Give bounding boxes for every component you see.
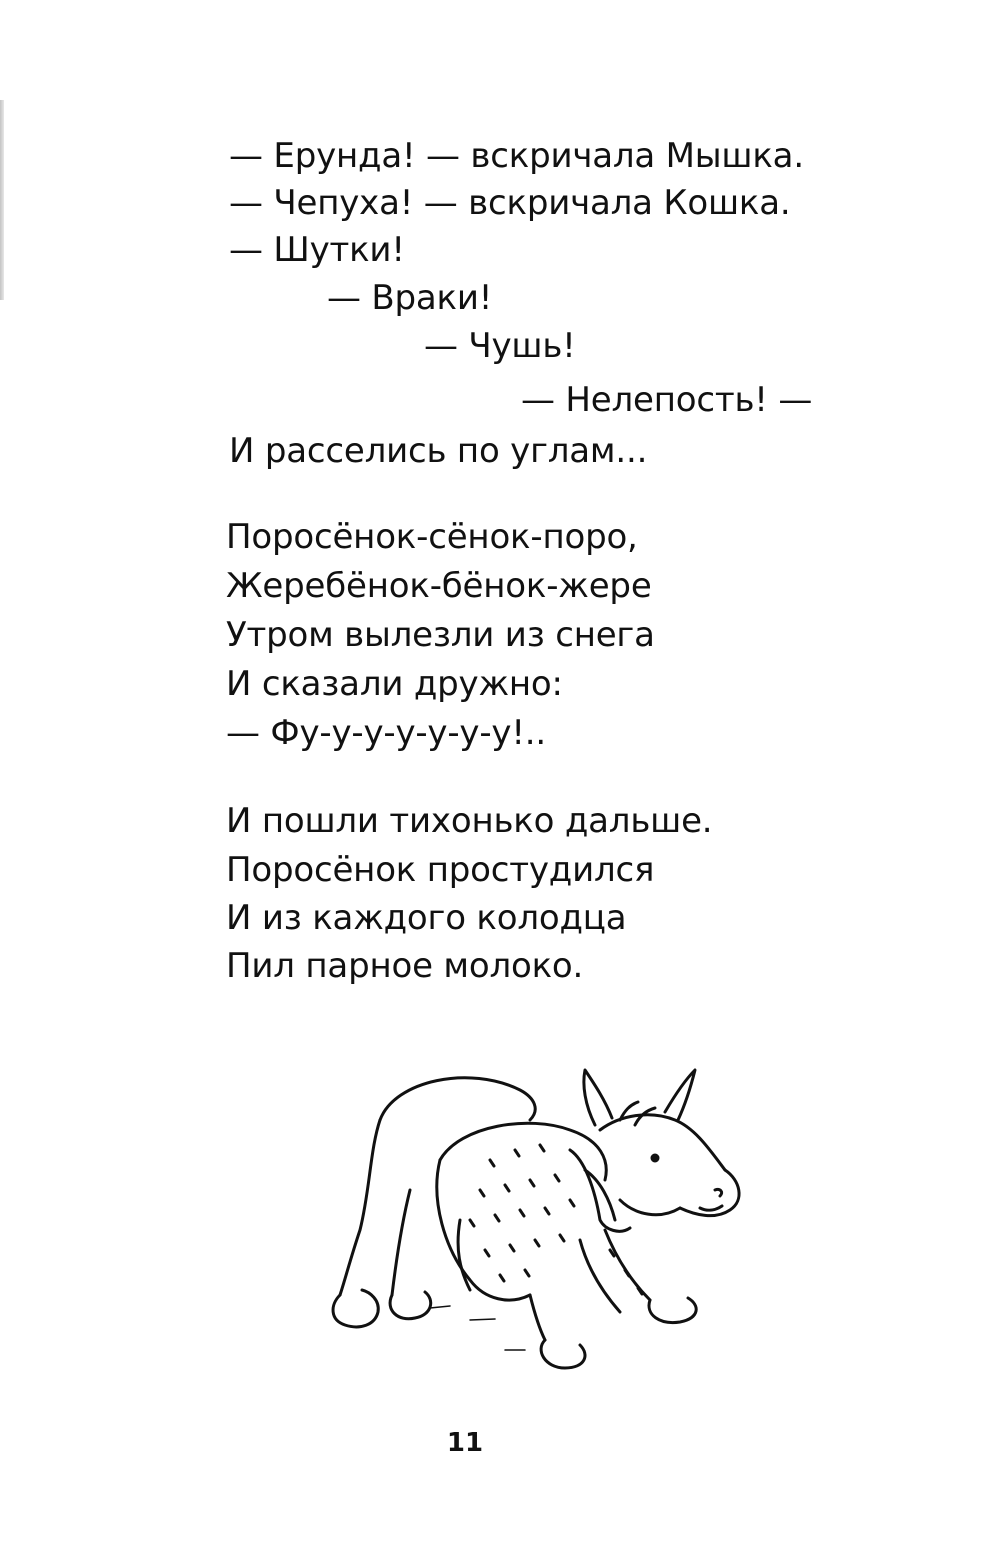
poem-line: Поросёнок простудился: [226, 850, 655, 890]
poem-line: И пошли тихонько дальше.: [226, 801, 713, 841]
poem-line: Поросёнок-сёнок-поро,: [226, 517, 638, 557]
page-number: 11: [446, 1428, 484, 1458]
colt-icon: [333, 1070, 739, 1368]
poem-line: Жеребёнок-бёнок-жере: [226, 566, 652, 606]
poem-line: Пил парное молоко.: [226, 946, 584, 986]
poem-line: — Чепуха! — вскричала Кошка.: [229, 183, 791, 223]
poem-line: — Враки!: [327, 278, 493, 318]
colt-illustration: [320, 1050, 760, 1390]
poem-line: И из каждого колодца: [226, 898, 627, 938]
poem-line: — Нелепость! —: [521, 380, 813, 420]
poem-line: И сказали дружно:: [226, 664, 563, 704]
poem-line: — Фу-у-у-у-у-у-у!..: [226, 713, 546, 753]
poem-line: — Ерунда! — вскричала Мышка.: [229, 136, 804, 176]
poem-line: — Чушь!: [424, 326, 576, 366]
poem-line: И расселись по углам...: [229, 431, 648, 471]
poem-line: Утром вылезли из снега: [226, 615, 655, 655]
poem-line: — Шутки!: [229, 230, 405, 270]
